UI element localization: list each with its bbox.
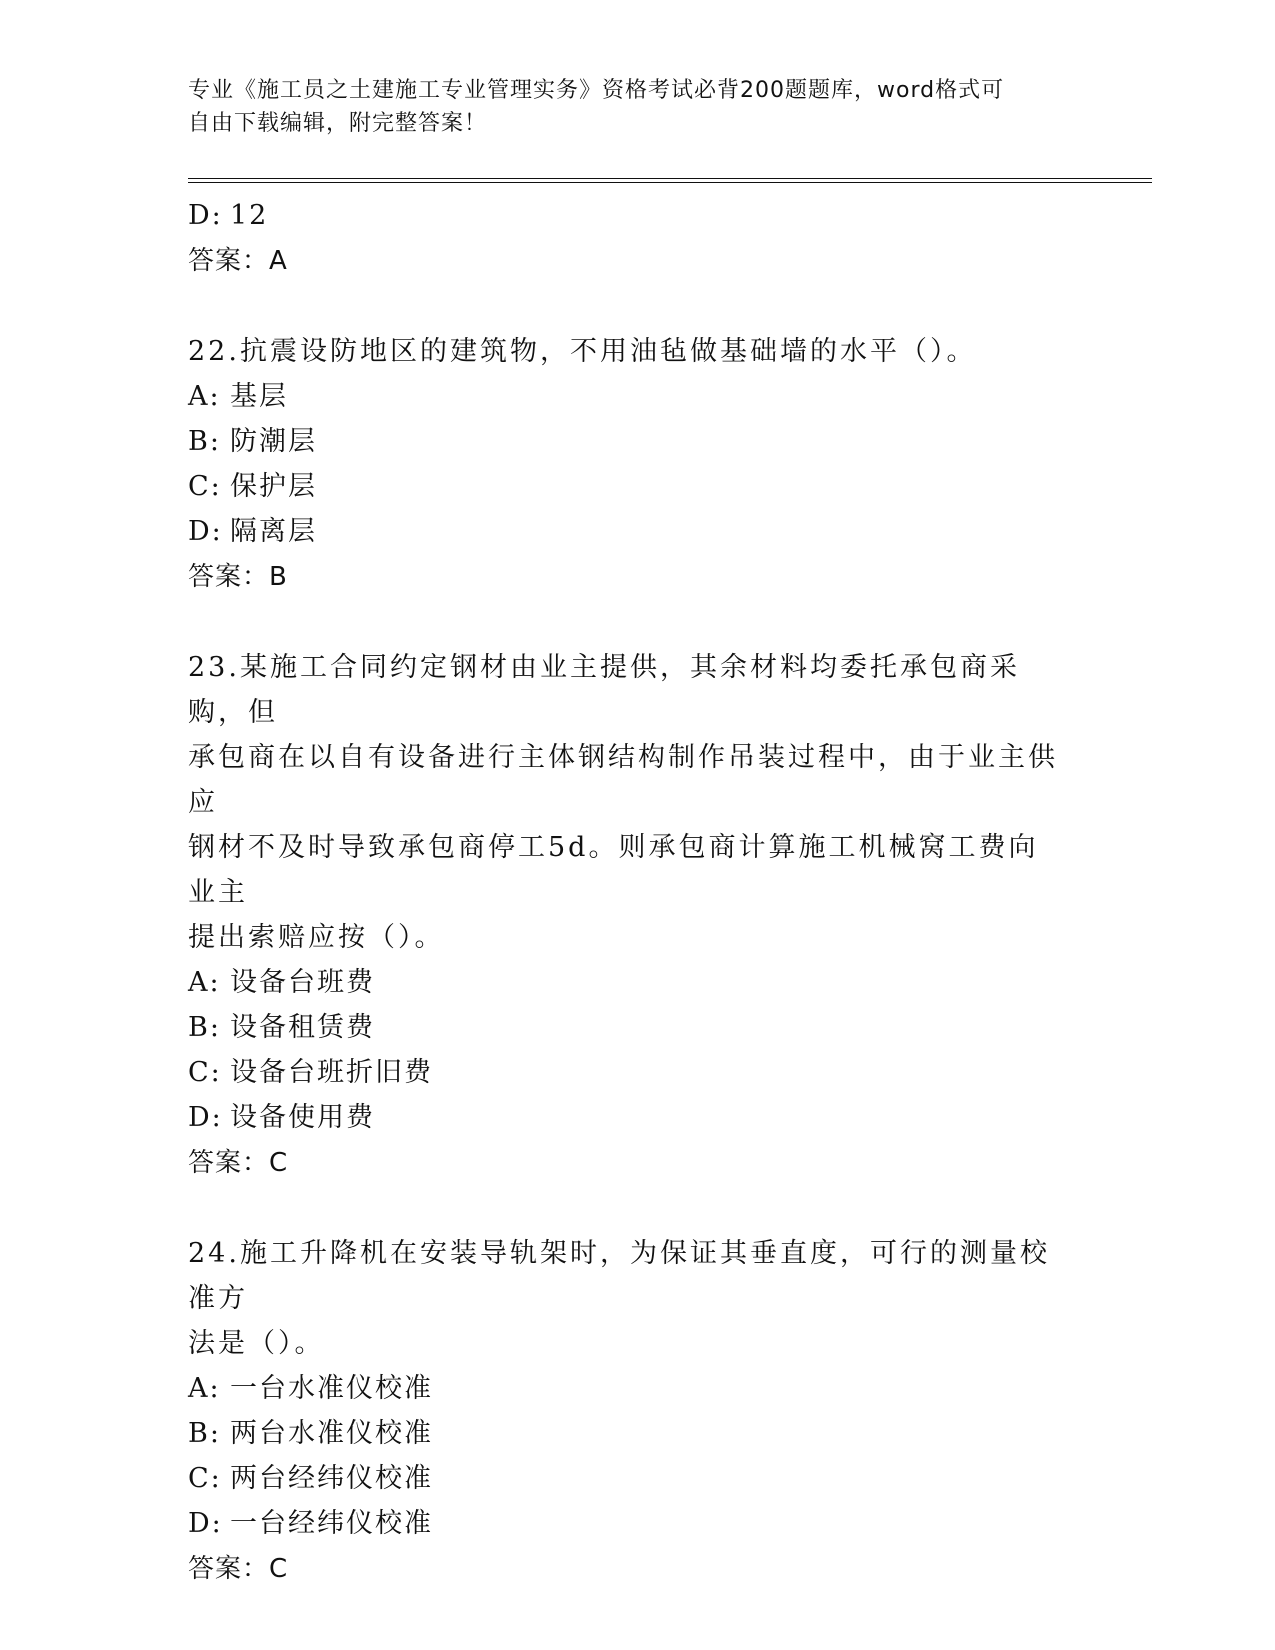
option-text: 设备使用费 bbox=[230, 1102, 375, 1133]
question-24-text-line-1: 24.施工升降机在安装导轨架时，为保证其垂直度，可行的测量校准方 bbox=[188, 1238, 1050, 1314]
header-title-line-1: 专业《施工员之土建施工专业管理实务》资格考试必背200题题库，word格式可 bbox=[188, 78, 1005, 103]
question-24-option-b bbox=[188, 1411, 1088, 1456]
option-letter: A: bbox=[188, 967, 221, 998]
header-divider-bottom bbox=[188, 182, 1152, 183]
question-24 bbox=[188, 1231, 1088, 1592]
option-letter: A: bbox=[188, 1373, 221, 1404]
option-letter: D: bbox=[188, 1508, 223, 1539]
option-text: 防潮层 bbox=[230, 426, 317, 457]
question-23-option-b bbox=[188, 1005, 1088, 1050]
option-letter: D: bbox=[188, 516, 223, 547]
question-content bbox=[188, 193, 1088, 1592]
question-22-text: 22.抗震设防地区的建筑物，不用油毡做基础墙的水平（）。 bbox=[188, 336, 977, 367]
header-divider-top bbox=[188, 178, 1152, 179]
question-22-option-d bbox=[188, 509, 1088, 554]
question-22-option-c bbox=[188, 464, 1088, 509]
question-24-option-a bbox=[188, 1366, 1088, 1411]
question-24-option-d bbox=[188, 1501, 1088, 1546]
option-letter: B: bbox=[188, 1418, 221, 1449]
question-23-text-line-2: 承包商在以自有设备进行主体钢结构制作吊装过程中，由于业主供应 bbox=[188, 742, 1058, 818]
option-letter: A: bbox=[188, 381, 221, 412]
option-text: 设备台班费 bbox=[230, 967, 375, 998]
option-letter: C: bbox=[188, 471, 222, 502]
question-23-option-c bbox=[188, 1050, 1088, 1095]
question-22-option-b bbox=[188, 419, 1088, 464]
option-letter: C: bbox=[188, 1057, 222, 1088]
question-22 bbox=[188, 329, 1088, 600]
option-text: 一台水准仪校准 bbox=[230, 1373, 433, 1404]
option-text: 基层 bbox=[230, 381, 288, 412]
option-text: 保护层 bbox=[230, 471, 317, 502]
question-23-text-line-4: 提出索赔应按（）。 bbox=[188, 922, 445, 953]
option-letter: B: bbox=[188, 426, 221, 457]
option-text: 12 bbox=[230, 200, 269, 231]
option-letter: D: bbox=[188, 1102, 223, 1133]
option-text: 两台经纬仪校准 bbox=[230, 1463, 433, 1494]
option-letter: C: bbox=[188, 1463, 222, 1494]
question-24-text-line-2: 法是（）。 bbox=[188, 1328, 325, 1359]
carryover-option-d bbox=[188, 193, 1088, 238]
header-title-line-2: 自由下载编辑，附完整答案！ bbox=[188, 111, 488, 136]
page-header bbox=[188, 74, 1068, 140]
option-text: 一台经纬仪校准 bbox=[230, 1508, 433, 1539]
question-23-option-a bbox=[188, 960, 1088, 1005]
question-22-answer: 答案：B bbox=[188, 562, 288, 592]
question-23-text-line-1: 23.某施工合同约定钢材由业主提供，其余材料均委托承包商采购，但 bbox=[188, 652, 1020, 728]
carryover-answer: 答案：A bbox=[188, 246, 288, 276]
option-text: 两台水准仪校准 bbox=[230, 1418, 433, 1449]
question-23-text-line-3: 钢材不及时导致承包商停工5d。则承包商计算施工机械窝工费向业主 bbox=[188, 832, 1039, 908]
question-24-option-c bbox=[188, 1456, 1088, 1501]
option-text: 设备租赁费 bbox=[230, 1012, 375, 1043]
option-text: 设备台班折旧费 bbox=[230, 1057, 433, 1088]
question-22-option-a bbox=[188, 374, 1088, 419]
question-23-option-d bbox=[188, 1095, 1088, 1140]
question-24-answer: 答案：C bbox=[188, 1554, 289, 1584]
option-letter: B: bbox=[188, 1012, 221, 1043]
question-23 bbox=[188, 645, 1088, 1186]
question-23-answer: 答案：C bbox=[188, 1148, 289, 1178]
option-text: 隔离层 bbox=[230, 516, 317, 547]
option-letter: D: bbox=[188, 200, 223, 231]
